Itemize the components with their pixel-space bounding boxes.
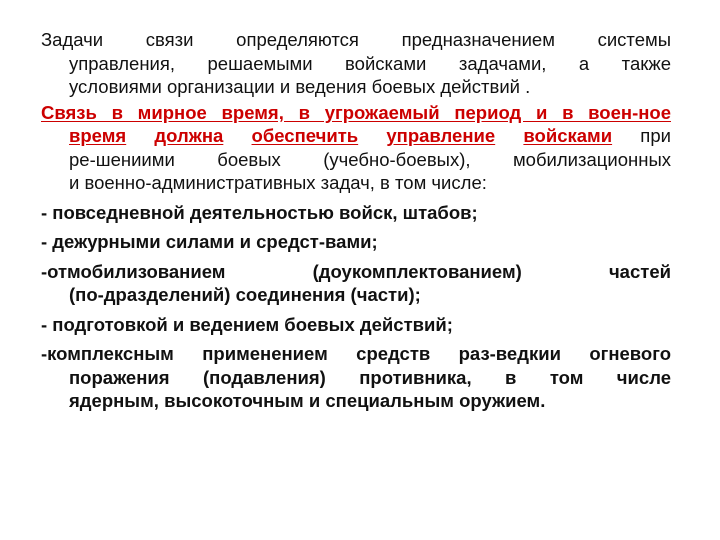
bullet-complex-use-line-3: ядерным, высокоточным и специальным оружием.	[69, 390, 546, 411]
main-word-5: войсками	[523, 125, 613, 146]
main-word-4: управление	[386, 125, 496, 146]
intro-paragraph	[41, 28, 671, 99]
main-line-4: и военно-административных задач, в том числе:	[69, 172, 487, 193]
main-word-3: обеспечить	[251, 125, 359, 146]
main-word-1: время	[69, 125, 127, 146]
bullet-duty-forces: - дежурными силами и средст-вами;	[41, 231, 378, 252]
bullet-mobilization-line-1: -отмобилизованием (доукомплектованием) частей	[41, 260, 671, 282]
intro-line-3: условиями организации и ведения боевых действий .	[69, 76, 531, 97]
bullet-mobilization	[41, 260, 671, 307]
text-body	[41, 28, 671, 413]
main-word-2: должна	[154, 125, 224, 146]
intro-line-2: управления, решаемыми войсками задачами, а также	[69, 52, 671, 74]
main-line-3: ре-шениими боевых (учебно-боевых), мобилизационных	[69, 148, 671, 170]
bullet-complex-use-line-2: поражения (подавления) противника, в том числе	[69, 366, 671, 388]
main-paragraph	[41, 101, 671, 195]
bullet-mobilization-line-2: (по-дразделений) соединения (части);	[69, 284, 421, 305]
bullet-daily-activity: - повседневной деятельностью войск, штабов;	[41, 201, 478, 223]
bullet-complex-use-line-1: -комплексным применением средств раз-ведкии огневого	[41, 343, 671, 364]
main-line-2	[41, 124, 671, 148]
main-word-6: при	[640, 125, 671, 146]
intro-line-1: Задачи связи определяются предназначением системы	[41, 29, 671, 50]
bullet-complex-use	[41, 342, 671, 413]
bullet-combat-preparation: - подготовкой и ведением боевых действий;	[41, 313, 453, 335]
main-line-1: Связь в мирное время, в угрожаемый период и в воен-ное	[41, 101, 671, 123]
